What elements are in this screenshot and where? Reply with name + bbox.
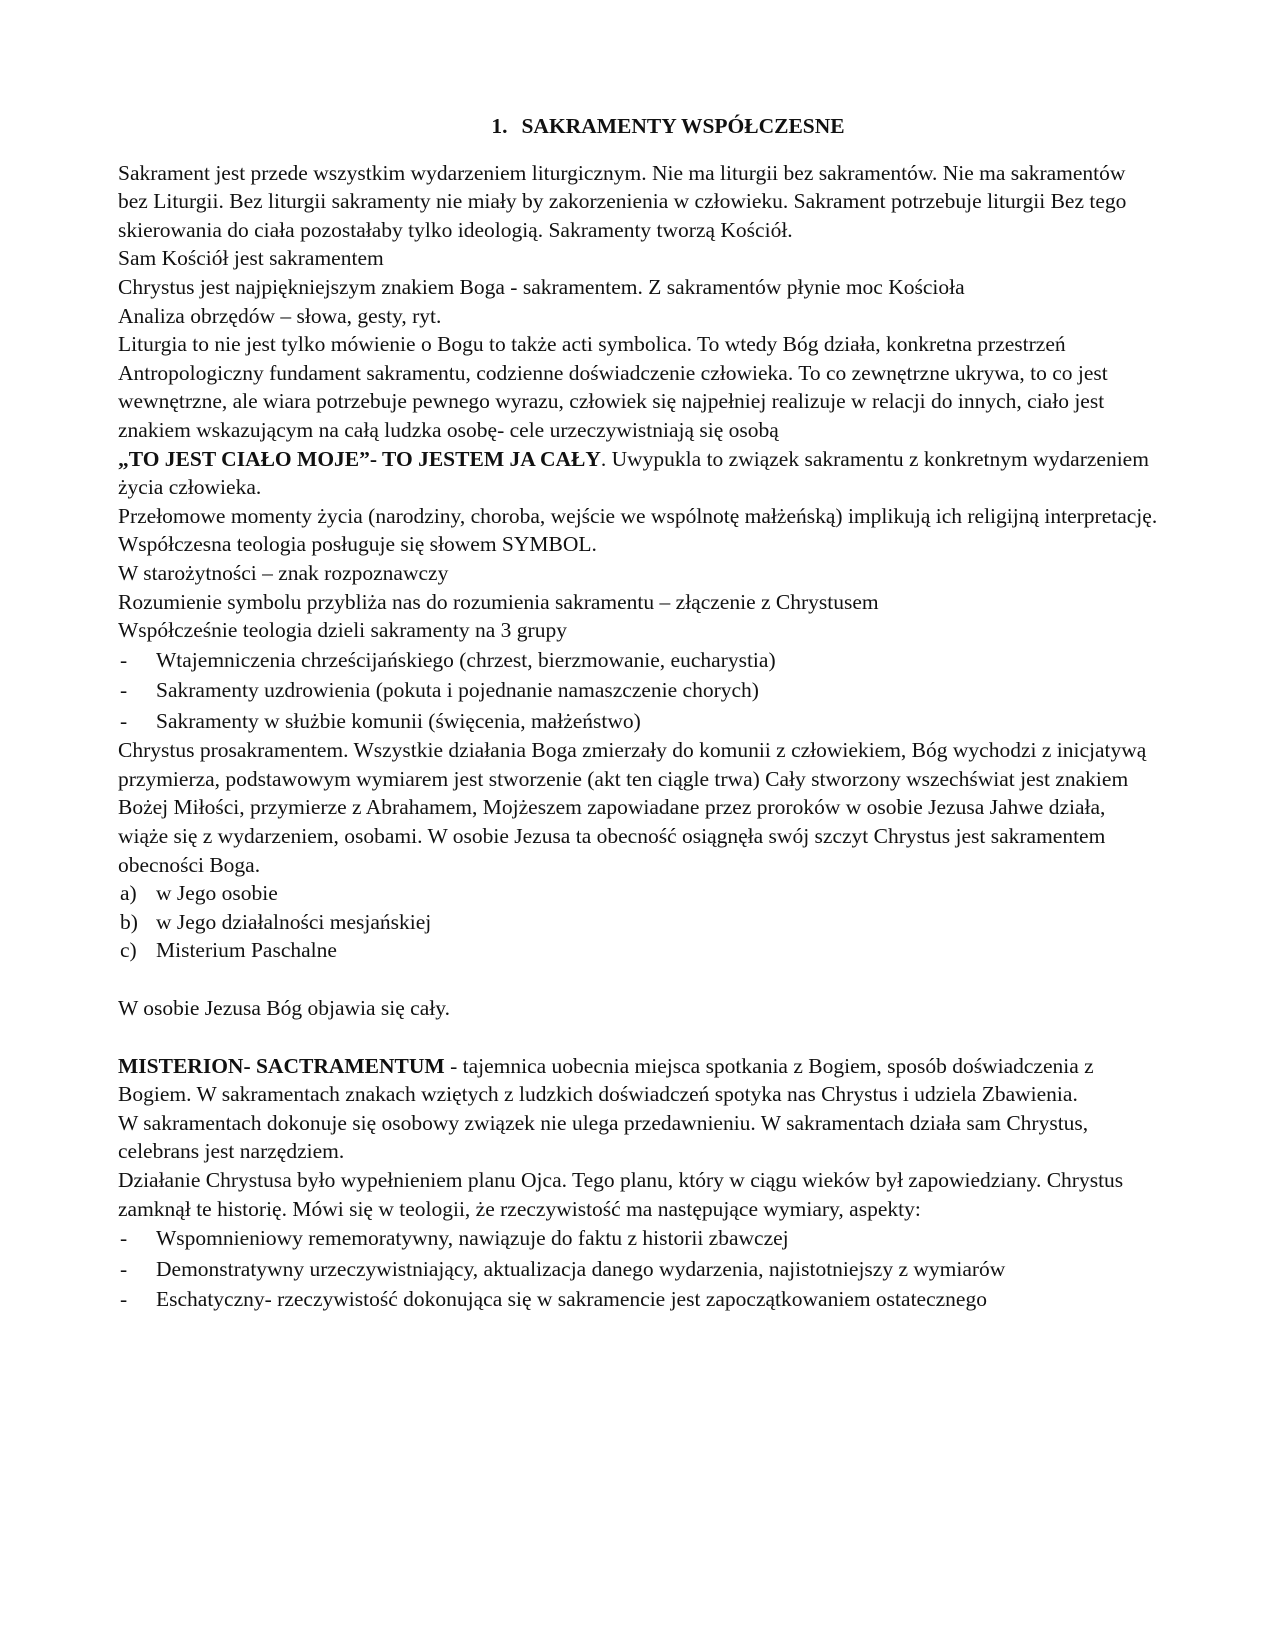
paragraph: Współczesna teologia posługuje się słowem SYMBOL. (118, 532, 597, 557)
spacer (118, 1023, 1158, 1052)
list-item-text: w Jego działalności mesjańskiej (156, 909, 432, 934)
list-marker: a) (120, 881, 137, 906)
misterion-rest-text: - tajemnica uobecnia miejsca spotkania z Bogiem, sposób doświadczenia z Bogiem. W sakramentach znakach wziętych z ludzkich doświadczeń spotyka nas Chrystus i udziela Zbawienia. (118, 1053, 1094, 1107)
list-item (118, 1284, 1158, 1315)
list-marker: c) (120, 938, 137, 963)
list-item (118, 706, 1158, 737)
list-marker: - (120, 708, 128, 733)
heading-title: SAKRAMENTY WSPÓŁCZESNE (521, 114, 845, 138)
list-item (118, 675, 1158, 706)
paragraph: Sakrament jest przede wszystkim wydarzeniem liturgicznym. Nie ma liturgii bez sakramentów. Nie ma sakramentów bez Liturgii. Bez liturgii sakramenty nie miały by zakorzenienia w człowieku. Sakrament potrzebuje liturgii Bez tego skierowania do ciała pozostałaby tylko ideologią. Sakramenty tworzą Kościół. (118, 160, 1127, 242)
list-item-text: Sakramenty w służbie komunii (święcenia, małżeństwo) (156, 708, 641, 733)
list-marker: - (120, 1287, 128, 1312)
heading-number: 1. (491, 114, 508, 138)
spacer (118, 965, 1158, 994)
paragraph: W starożytności – znak rozpoznawczy (118, 560, 449, 585)
list-item-text: w Jego osobie (156, 881, 278, 906)
list-item-text: Eschatyczny- rzeczywistość dokonująca się w sakramencie jest zapoczątkowaniem ostatecznego (156, 1287, 987, 1312)
list-item (118, 1223, 1158, 1254)
paragraph: Sam Kościół jest sakramentem (118, 246, 384, 271)
list-item (118, 936, 1158, 965)
list-item-text: Sakramenty uzdrowienia (pokuta i pojednanie namaszczenie chorych) (156, 678, 759, 703)
paragraph: W sakramentach dokonuje się osobowy związek nie ulega przedawnieniu. W sakramentach działa sam Chrystus, celebrans jest narzędziem. (118, 1110, 1089, 1164)
list-item-text: Demonstratywny urzeczywistniający, aktualizacja danego wydarzenia, najistotniejszy z wymiarów (156, 1256, 1006, 1281)
quote-bold-text: „TO JEST CIAŁO MOJE”- TO JESTEM JA CAŁY (118, 446, 601, 471)
list-marker: - (120, 647, 128, 672)
document-page (118, 112, 1158, 1315)
paragraph: Analiza obrzędów – słowa, gesty, ryt. (118, 303, 442, 328)
quote-rest-text: . Uwypukla to związek sakramentu z konkretnym wydarzeniem życia człowieka. (118, 446, 1149, 500)
paragraph: W osobie Jezusa Bóg objawia się cały. (118, 995, 450, 1020)
document-heading (118, 112, 1158, 141)
list-marker: - (120, 1226, 128, 1251)
list-item (118, 645, 1158, 676)
paragraph: Rozumienie symbolu przybliża nas do rozumienia sakramentu – złączenie z Chrystusem (118, 589, 879, 614)
misterion-bold-text: MISTERION- SACTRAMENTUM (118, 1053, 445, 1078)
misterion-paragraph (118, 1052, 1158, 1109)
quote-paragraph (118, 445, 1158, 502)
paragraph: Przełomowe momenty życia (narodziny, choroba, wejście we wspólnotę małżeńską) implikują ich religijną interpretację. (118, 503, 1158, 528)
paragraph: Chrystus prosakramentem. Wszystkie działania Boga zmierzały do komunii z człowiekiem, Bóg wychodzi z inicjatywą przymierza, podstawowym wymiarem jest stworzenie (akt ten ciągle trwa) Cały stworzony wszechświat jest znakiem Bożej Miłości, przymierze z Abrahamem, Mojżeszem zapowiadane przez proroków w osobie Jezusa Jahwe działa, wiąże się z wydarzeniem, osobami. W osobie Jezusa ta obecność osiągnęła swój szczyt Chrystus jest sakramentem obecności Boga. (118, 738, 1147, 877)
paragraph: Działanie Chrystusa było wypełnieniem planu Ojca. Tego planu, który w ciągu wieków był zapowiedziany. Chrystus zamknął te historię. Mówi się w teologii, że rzeczywistość ma następujące wymiary, aspekty: (118, 1167, 1124, 1221)
aspects-list (118, 1223, 1158, 1315)
list-item (118, 1254, 1158, 1285)
paragraph: Chrystus jest najpiękniejszym znakiem Boga - sakramentem. Z sakramentów płynie moc Kościoła (118, 274, 965, 299)
paragraph: Antropologiczny fundament sakramentu, codzienne doświadczenie człowieka. To co zewnętrzne ukrywa, to co jest wewnętrzne, ale wiara potrzebuje pewnego wyrazu, człowiek się najpełniej realizuje w relacji do innych, ciało jest znakiem wskazującym na całą ludzka osobę- cele urzeczywistniają się osobą (118, 360, 1108, 442)
paragraph: Liturgia to nie jest tylko mówienie o Bogu to także acti symbolica. To wtedy Bóg działa, konkretna przestrzeń (118, 332, 1066, 357)
list-item (118, 908, 1158, 937)
list-item-text: Wspomnieniowy rememoratywny, nawiązuje do faktu z historii zbawczej (156, 1226, 789, 1251)
sacrament-groups-list (118, 645, 1158, 737)
list-item-text: Misterium Paschalne (156, 938, 337, 963)
list-item-text: Wtajemniczenia chrześcijańskiego (chrzest, bierzmowanie, eucharystia) (156, 647, 776, 672)
list-marker: b) (120, 909, 138, 934)
christ-presence-list (118, 879, 1158, 965)
list-marker: - (120, 1256, 128, 1281)
paragraph: Współcześnie teologia dzieli sakramenty na 3 grupy (118, 618, 567, 643)
list-marker: - (120, 678, 128, 703)
list-item (118, 879, 1158, 908)
